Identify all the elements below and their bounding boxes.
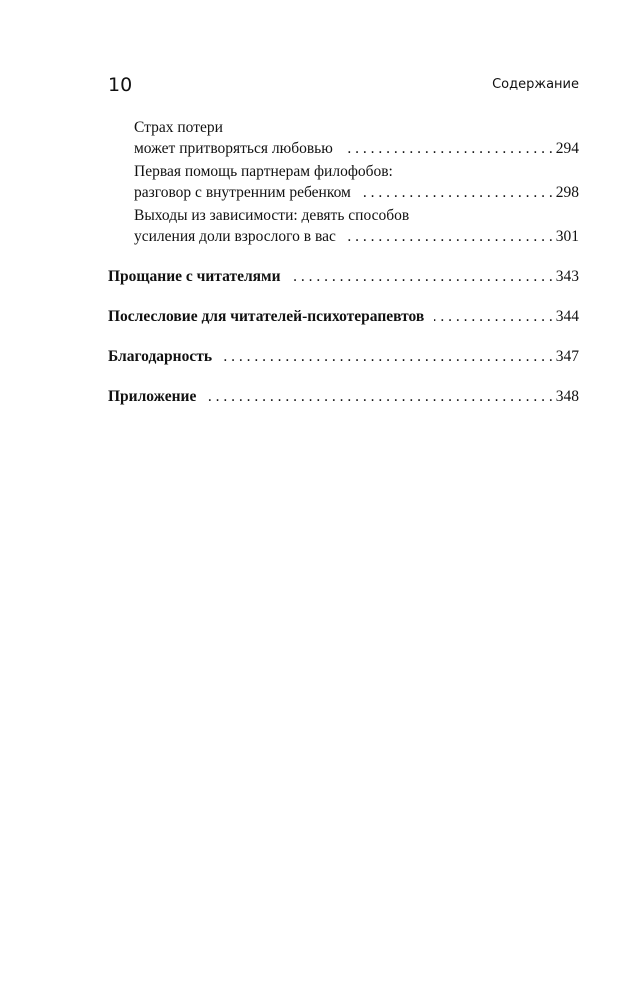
toc-page-number: 301 bbox=[555, 228, 579, 245]
dot-leader bbox=[361, 182, 553, 203]
table-of-contents bbox=[108, 117, 579, 407]
toc-entry[interactable] bbox=[108, 346, 579, 367]
dot-leader bbox=[206, 386, 552, 407]
toc-page-number: 294 bbox=[555, 140, 579, 157]
toc-entry-title-line: разговор с внутренним ребенком bbox=[134, 184, 351, 201]
toc-entry-title-line: Страх потери bbox=[134, 119, 223, 136]
dot-leader bbox=[434, 306, 552, 327]
dot-leader bbox=[291, 266, 553, 287]
toc-entry-title-line: может притворяться любовью bbox=[134, 140, 333, 157]
toc-entry-title-line: Выходы из зависимости: девять способов bbox=[134, 207, 410, 224]
page-number: 10 bbox=[108, 74, 133, 96]
toc-page-number: 347 bbox=[555, 348, 579, 365]
toc-entry-title-line: Прощание с читателями bbox=[108, 268, 281, 285]
toc-entry[interactable] bbox=[108, 117, 579, 159]
dot-leader bbox=[346, 226, 553, 247]
toc-entry[interactable] bbox=[108, 205, 579, 247]
toc-entry-title-line: Благодарность bbox=[108, 348, 213, 365]
running-head: Содержание bbox=[492, 77, 579, 92]
toc-entry[interactable] bbox=[108, 386, 579, 407]
toc-entry-title-line: Первая помощь партнерам филофобов: bbox=[134, 163, 393, 180]
toc-entry[interactable] bbox=[108, 266, 579, 287]
toc-page-number: 298 bbox=[555, 184, 579, 201]
toc-page-number: 348 bbox=[555, 388, 579, 405]
toc-entry-title-line: усиления доли взрослого в вас bbox=[134, 228, 336, 245]
toc-entry-title-line: Приложение bbox=[108, 388, 197, 405]
toc-page-number: 343 bbox=[555, 268, 579, 285]
dot-leader bbox=[222, 346, 553, 367]
toc-entry-title-line: Послесловие для читателей-психотерапевтов bbox=[108, 308, 425, 325]
toc-entry[interactable] bbox=[108, 161, 579, 203]
dot-leader bbox=[343, 138, 553, 159]
toc-entry[interactable] bbox=[108, 306, 579, 327]
toc-page-number: 344 bbox=[555, 308, 579, 325]
